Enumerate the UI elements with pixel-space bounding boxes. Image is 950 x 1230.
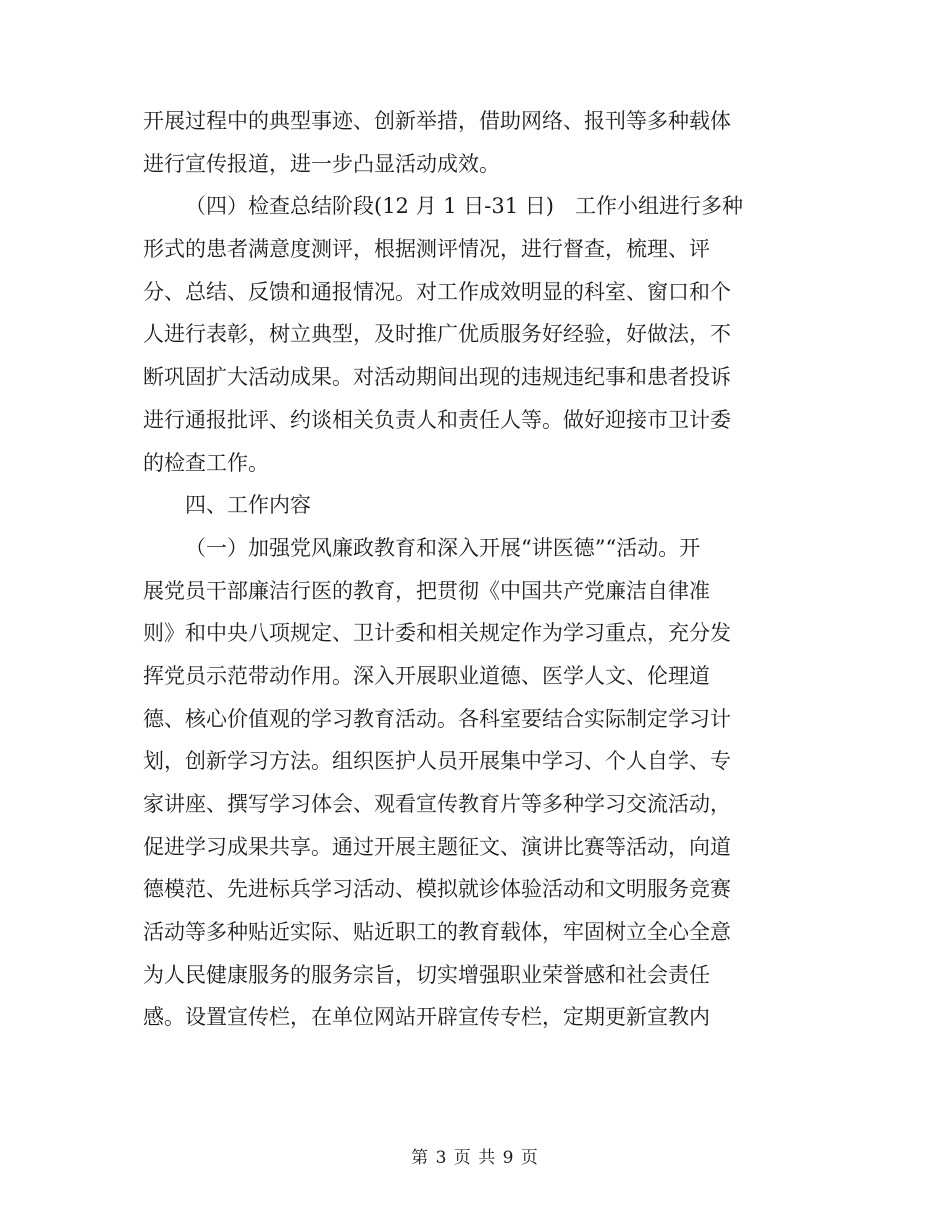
text-line: 的检查工作。 [143,450,269,475]
text-line: 形式的患者满意度测评，根据测评情况，进行督查，梳理、评 [143,237,710,262]
text-line: 感。设置宣传栏，在单位网站开辟宣传专栏，定期更新宣教内 [143,1005,710,1030]
text-line: 德、核心价值观的学习教育活动。各科室要结合实际制定学习计 [143,706,731,731]
text-line: （四）检查总结阶段(12 月 1 日-31 日) 工作小组进行多种 [185,194,743,219]
text-line: 则》和中央八项规定、卫计委和相关规定作为学习重点，充分发 [143,621,731,646]
section-heading: 四、工作内容 [185,493,311,518]
text-line: 分、总结、反馈和通报情况。对工作成效明显的科室、窗口和个 [143,279,731,304]
text-line: 进行宣传报道，进一步凸显活动成效。 [143,151,500,176]
text-line: （一）加强党风廉政教育和深入开展“讲医德”“活动。开 [185,535,701,560]
text-line: 进行通报批评、约谈相关负责人和责任人等。做好迎接市卫计委 [143,407,731,432]
text-line: 划，创新学习方法。组织医护人员开展集中学习、个人自学、专 [143,749,731,774]
text-line: 为人民健康服务的服务宗旨，切实增强职业荣誉感和社会责任 [143,962,710,987]
text-line: 断巩固扩大活动成果。对活动期间出现的违规违纪事和患者投诉 [143,365,731,390]
text-line: 家讲座、撰写学习体会、观看宣传教育片等多种学习交流活动， [143,792,731,816]
text-line: 活动等多种贴近实际、贴近职工的教育载体，牢固树立全心全意 [143,920,731,945]
text-line: 促进学习成果共享。通过开展主题征文、演讲比赛等活动，向道 [143,834,731,859]
text-line: 挥党员示范带动作用。深入开展职业道德、医学人文、伦理道 [143,663,710,688]
text-line: 开展过程中的典型事迹、创新举措，借助网络、报刊等多种载体 [143,109,731,133]
text-line: 人进行表彰，树立典型，及时推广优质服务好经验，好做法，不 [143,322,731,347]
page-number-footer: 第 3 页 共 9 页 [411,1148,539,1168]
text-line: 德模范、先进标兵学习活动、模拟就诊体验活动和文明服务竞赛 [143,877,731,902]
document-body [143,100,793,1039]
text-line: 展党员干部廉洁行医的教育，把贯彻《中国共产党廉洁自律准 [143,578,710,603]
